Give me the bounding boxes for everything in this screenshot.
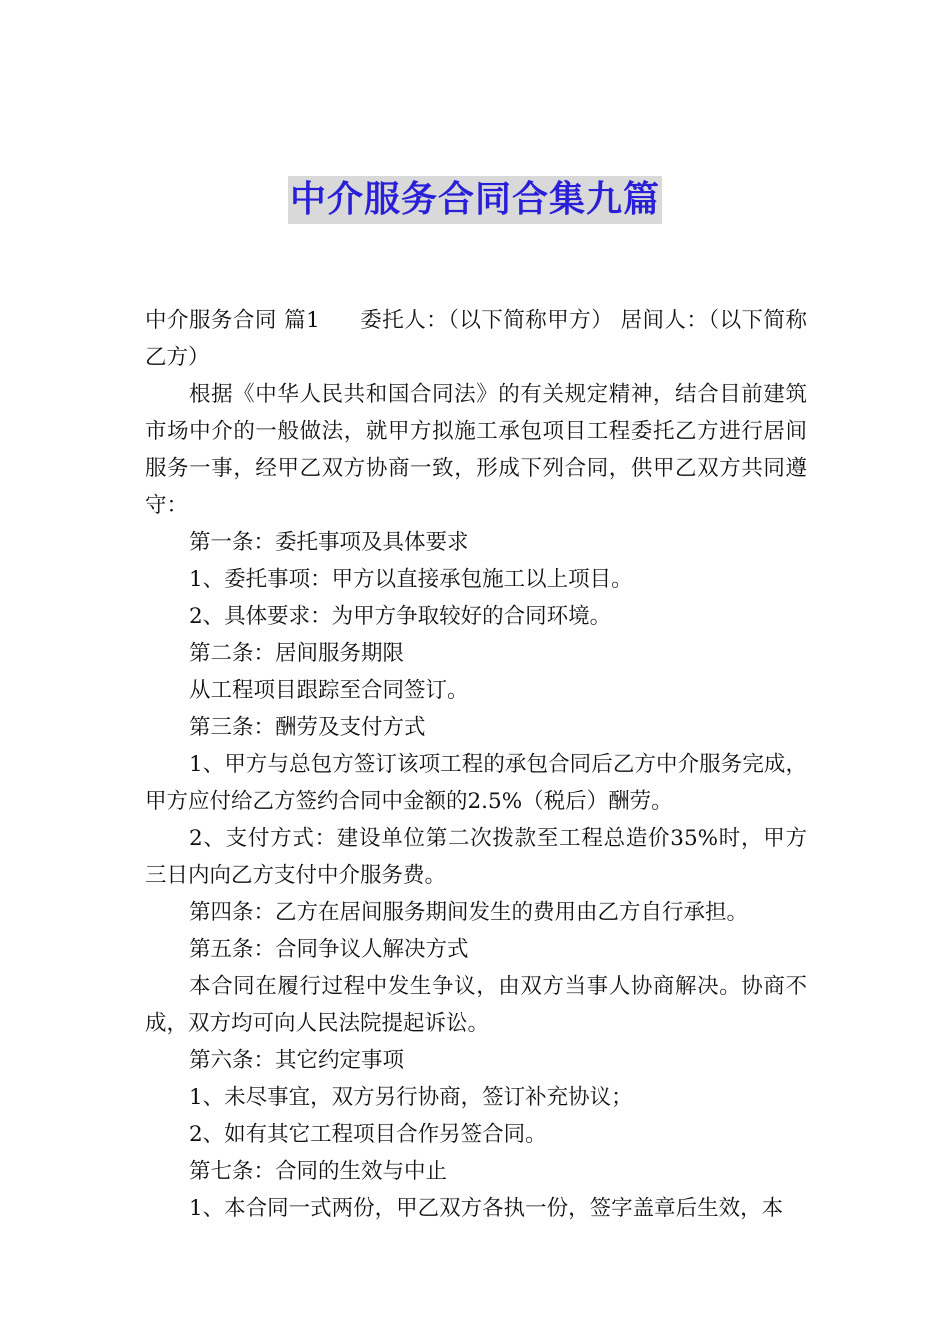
intro-paragraph <box>145 302 807 376</box>
paragraph: 第四条：乙方在居间服务期间发生的费用由乙方自行承担。 <box>189 900 749 925</box>
parties-text: 委托人：（以下简称甲方） 居间人：（以下简称乙方） <box>145 308 808 370</box>
paragraph: 2、支付方式：建设单位第二次拨款至工程总造价35%时，甲方三日内向乙方支付中介服务费。 <box>145 826 807 888</box>
paragraph: 第七条：合同的生效与中止 <box>189 1159 448 1184</box>
document-title: 中介服务合同合集九篇 <box>288 176 662 224</box>
paragraph: 2、具体要求：为甲方争取较好的合同环境。 <box>189 604 612 629</box>
paragraph: 1、本合同一式两份，甲乙双方各执一份，签字盖章后生效，本 <box>189 1196 784 1221</box>
paragraph: 从工程项目跟踪至合同签订。 <box>189 678 469 703</box>
paragraph: 第五条：合同争议人解决方式 <box>189 937 469 962</box>
section-heading: 中介服务合同 篇1 <box>145 308 320 333</box>
paragraph: 1、委托事项：甲方以直接承包施工以上项目。 <box>189 567 633 592</box>
paragraph: 1、未尽事宜，双方另行协商，签订补充协议； <box>189 1085 633 1110</box>
paragraph: 本合同在履行过程中发生争议，由双方当事人协商解决。协商不成，双方均可向人民法院提起诉讼。 <box>145 974 807 1036</box>
paragraph: 第一条：委托事项及具体要求 <box>189 530 469 555</box>
paragraph: 根据《中华人民共和国合同法》的有关规定精神，结合目前建筑市场中介的一般做法，就甲方拟施工承包项目工程委托乙方进行居间服务一事，经甲乙双方协商一致，形成下列合同，供甲乙双方共同遵守： <box>145 382 807 518</box>
paragraph: 1、甲方与总包方签订该项工程的承包合同后乙方中介服务完成，甲方应付给乙方签约合同中金额的2.5%（税后）酬劳。 <box>145 752 807 814</box>
paragraph: 第二条：居间服务期限 <box>189 641 405 666</box>
paragraph: 第三条：酬劳及支付方式 <box>189 715 426 740</box>
title-container <box>0 176 950 224</box>
paragraph: 第六条：其它约定事项 <box>189 1048 405 1073</box>
paragraph: 2、如有其它工程项目合作另签合同。 <box>189 1122 547 1147</box>
document-body <box>145 302 807 1227</box>
